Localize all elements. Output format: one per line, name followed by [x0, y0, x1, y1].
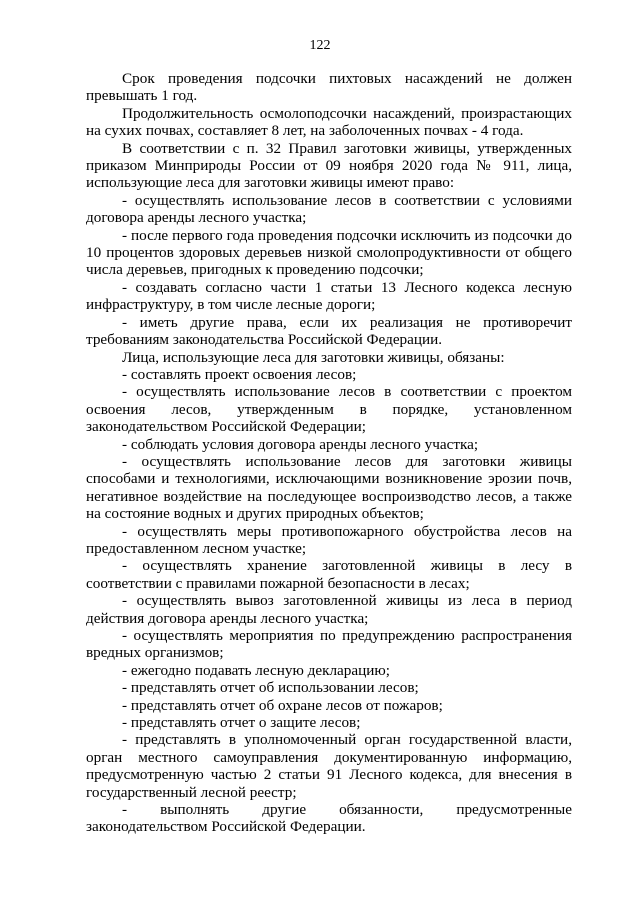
list-item: - соблюдать условия договора аренды лесного участка; [122, 435, 479, 453]
list-item: - представлять отчет об охране лесов от пожаров; [122, 696, 443, 714]
paragraph: В соответствии с п. 32 Правил заготовки живицы, утвержденных приказом Минприроды России от 09 ноября 2020 года № 911, лица, использующие леса для заготовки живицы имеют право: [86, 139, 572, 192]
list-item: - осуществлять хранение заготовленной живицы в лесу в соответствии с правилами пожарной безопасности в лесах; [86, 557, 572, 592]
document-body [86, 70, 572, 836]
page-number: 122 [309, 38, 331, 53]
paragraph: Лица, использующие леса для заготовки живицы, обязаны: [122, 348, 505, 366]
list-item: - представлять отчет об использовании лесов; [122, 679, 419, 697]
list-item: - выполнять другие обязанности, предусмотренные законодательством Российской Федерации. [86, 801, 572, 836]
list-item: - составлять проект освоения лесов; [122, 365, 357, 383]
list-item: - иметь другие права, если их реализация не противоречит требованиям законодательства Российской Федерации. [86, 313, 572, 349]
list-item: - осуществлять использование лесов для заготовки живицы способами и технологиями, исключающими возникновение эрозии почв, негативное воздействие на последующее воспроизводство лесов, а также на состояние водных и других природных объектов; [86, 452, 572, 523]
list-item: - создавать согласно части 1 статьи 13 Лесного кодекса лесную инфраструктуру, в том числе лесные дороги; [86, 278, 572, 314]
list-item: - представлять отчет о защите лесов; [122, 714, 361, 732]
list-item: - осуществлять использование лесов в соответствии с условиями договора аренды лесного участка; [86, 191, 572, 227]
list-item: - осуществлять вывоз заготовленной живицы из леса в период действия договора аренды лесного участка; [86, 592, 572, 627]
list-item: - осуществлять меры противопожарного обустройства лесов на предоставленном лесном участке; [86, 522, 572, 557]
list-item: - осуществлять использование лесов в соответствии с проектом освоения лесов, утвержденным в порядке, установленном законодательством Российской Федерации; [86, 383, 572, 436]
list-item: - представлять в уполномоченный орган государственной власти, орган местного самоуправления документированную информацию, предусмотренную частью 2 статьи 91 Лесного кодекса, для внесения в государственный лесной реестр; [86, 731, 572, 801]
list-item: - ежегодно подавать лесную декларацию; [122, 661, 390, 679]
list-item: - осуществлять мероприятия по предупреждению распространения вредных организмов; [86, 627, 572, 662]
paragraph: Продолжительность осмолоподсочки насаждений, произрастающих на сухих почвах, составляет 8 лет, на заболоченных почвах - 4 года. [86, 104, 572, 140]
list-item: - после первого года проведения подсочки исключить из подсочки до 10 процентов здоровых деревьев низкой смолопродуктивности от общего числа деревьев, пригодных к проведению подсочки; [86, 226, 572, 279]
paragraph: Срок проведения подсочки пихтовых насаждений не должен превышать 1 год. [86, 70, 572, 105]
